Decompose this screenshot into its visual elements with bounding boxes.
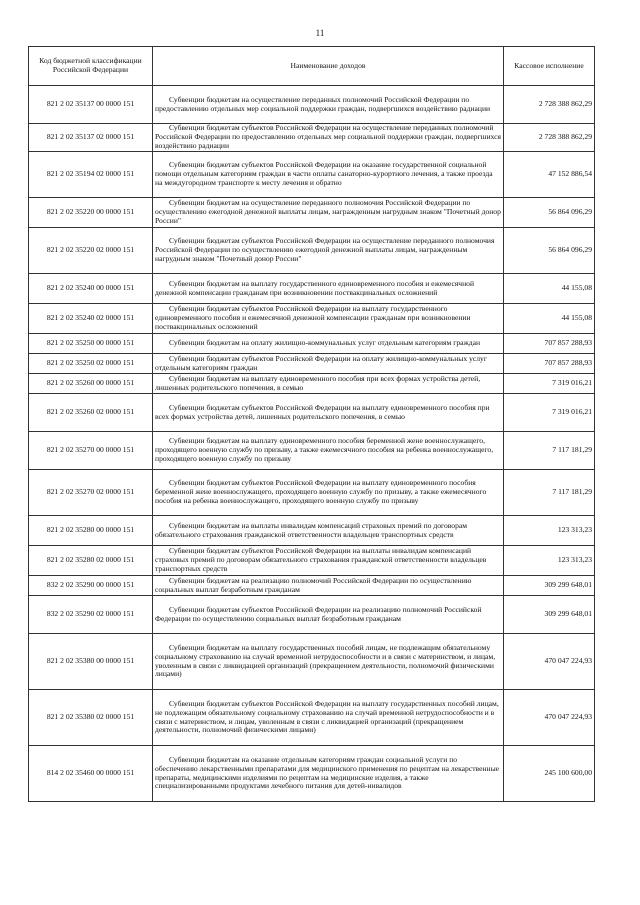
table-row (29, 634, 595, 690)
code-cell: 821 2 02 35280 00 0000 151 (29, 516, 153, 546)
table-row (29, 746, 595, 802)
code-cell: 821 2 02 35270 02 0000 151 (29, 470, 153, 516)
table-row (29, 304, 595, 334)
name-cell: Субвенции бюджетам субъектов Российской Федерации на выплату единовременного пособия беременной жене военнослужащего, проходящего военную службу по призыву, а также ежемесячного пособия на ребенка военнослужащего, проходящего военную службу по призыву (153, 470, 504, 516)
code-cell: 821 2 02 35240 00 0000 151 (29, 274, 153, 304)
amount-cell: 56 864 096,29 (504, 228, 595, 274)
code-cell: 821 2 02 35280 02 0000 151 (29, 546, 153, 576)
code-cell: 821 2 02 35194 02 0000 151 (29, 152, 153, 198)
table-row (29, 124, 595, 152)
name-cell: Субвенции бюджетам на осуществление переданных полномочий Российской Федерации по предоставлению отдельных мер социальной поддержки граждан, подвергшихся воздействию радиации (153, 86, 504, 124)
amount-cell: 44 155,08 (504, 304, 595, 334)
name-cell: Субвенции бюджетам субъектов Российской Федерации на осуществление переданного полномочия Российской Федерации по осуществлению ежегодной денежной выплаты лицам, награжденным нагрудным знаком "Почетный донор России" (153, 228, 504, 274)
code-cell: 821 2 02 35250 02 0000 151 (29, 354, 153, 374)
amount-cell: 56 864 096,29 (504, 198, 595, 228)
table-row (29, 86, 595, 124)
code-cell: 821 2 02 35380 02 0000 151 (29, 690, 153, 746)
name-cell: Субвенции бюджетам субъектов Российской Федерации на выплату государственных пособий лицам, не подлежащим обязательному социальному страхованию на случай временной нетрудоспособности и в связи с материнством, и лицам, уволенным в связи с ликвидацией организаций (прекращением деятельности, полномочий физическими лицами) (153, 690, 504, 746)
table-row (29, 432, 595, 470)
code-cell: 821 2 02 35260 00 0000 151 (29, 374, 153, 394)
table-row (29, 274, 595, 304)
name-cell: Субвенции бюджетам субъектов Российской Федерации на выплату единовременного пособия при всех формах устройства детей, лишенных родительского попечения, в семью (153, 394, 504, 432)
code-cell: 821 2 02 35260 02 0000 151 (29, 394, 153, 432)
code-cell: 821 2 02 35220 02 0000 151 (29, 228, 153, 274)
table-row (29, 596, 595, 634)
page-number: 11 (315, 28, 325, 38)
budget-revenue-table (28, 46, 595, 802)
amount-cell: 2 728 388 862,29 (504, 86, 595, 124)
table-row (29, 516, 595, 546)
name-cell: Субвенции бюджетам на выплату единовременного пособия при всех формах устройства детей, лишенных родительского попечения, в семью (153, 374, 504, 394)
name-cell: Субвенции бюджетам субъектов Российской Федерации на оплату жилищно-коммунальных услуг отдельным категориям граждан (153, 354, 504, 374)
code-cell: 832 2 02 35290 00 0000 151 (29, 576, 153, 596)
header-name: Наименование доходов (153, 47, 504, 86)
table-row (29, 354, 595, 374)
amount-cell: 123 313,23 (504, 516, 595, 546)
table-row (29, 198, 595, 228)
code-cell: 814 2 02 35460 00 0000 151 (29, 746, 153, 802)
name-cell: Субвенции бюджетам на оплату жилищно-коммунальных услуг отдельным категориям граждан (153, 334, 504, 354)
table-row (29, 374, 595, 394)
amount-cell: 707 857 288,93 (504, 334, 595, 354)
amount-cell: 470 047 224,93 (504, 690, 595, 746)
table-row (29, 690, 595, 746)
name-cell: Субвенции бюджетам на выплаты инвалидам компенсаций страховых премий по договорам обязательного страхования гражданской ответственности владельцев транспортных средств (153, 516, 504, 546)
name-cell: Субвенции бюджетам на выплату государственных пособий лицам, не подлежащим обязательному социальному страхованию на случай временной нетрудоспособности и в связи с материнством, и лицам, уволенным в связи с ликвидацией организаций (прекращением деятельности, полномочий физическими лицами) (153, 634, 504, 690)
amount-cell: 245 100 600,00 (504, 746, 595, 802)
amount-cell: 309 299 648,01 (504, 576, 595, 596)
amount-cell: 7 117 181,29 (504, 432, 595, 470)
name-cell: Субвенции бюджетам субъектов Российской Федерации на выплаты инвалидам компенсаций страховых премий по договорам обязательного страхования гражданской ответственности владельцев транспортных средств (153, 546, 504, 576)
amount-cell: 123 313,23 (504, 546, 595, 576)
name-cell: Субвенции бюджетам на реализацию полномочий Российской Федерации по осуществлению социальных выплат безработным гражданам (153, 576, 504, 596)
name-cell: Субвенции бюджетам субъектов Российской Федерации на выплату государственного единовременного пособия и ежемесячной денежной компенсации гражданам при возникновении поствакцинальных осложнений (153, 304, 504, 334)
code-cell: 821 2 02 35250 00 0000 151 (29, 334, 153, 354)
amount-cell: 7 319 016,21 (504, 374, 595, 394)
header-amount: Кассовое исполнение (504, 47, 595, 86)
code-cell: 832 2 02 35290 02 0000 151 (29, 596, 153, 634)
name-cell: Субвенции бюджетам на оказание отдельным категориям граждан социальной услуги по обеспечению лекарственными препаратами для медицинского применения по рецептам на лекарственные препараты, медицинскими изделиями по рецептам на медицинские изделия, а также специализированными продуктами лечебного питания для детей-инвалидов (153, 746, 504, 802)
table-row (29, 334, 595, 354)
code-cell: 821 2 02 35137 02 0000 151 (29, 124, 153, 152)
code-cell: 821 2 02 35137 00 0000 151 (29, 86, 153, 124)
name-cell: Субвенции бюджетам субъектов Российской Федерации на осуществление переданных полномочий Российской Федерации по предоставлению отдельных мер социальной поддержки граждан, подвергшихся воздействию радиации (153, 124, 504, 152)
name-cell: Субвенции бюджетам на выплату единовременного пособия беременной жене военнослужащего, проходящего военную службу по призыву, а также ежемесячного пособия на ребенка военнослужащего, проходящего военную службу по призыву (153, 432, 504, 470)
amount-cell: 7 117 181,29 (504, 470, 595, 516)
amount-cell: 470 047 224,93 (504, 634, 595, 690)
name-cell: Субвенции бюджетам на выплату государственного единовременного пособия и ежемесячной денежной компенсации гражданам при возникновении поствакцинальных осложнений (153, 274, 504, 304)
header-code: Код бюджетной классификации Российской Федерации (29, 47, 153, 86)
amount-cell: 2 728 388 862,29 (504, 124, 595, 152)
amount-cell: 47 152 886,54 (504, 152, 595, 198)
table-row (29, 394, 595, 432)
code-cell: 821 2 02 35240 02 0000 151 (29, 304, 153, 334)
name-cell: Субвенции бюджетам субъектов Российской Федерации на оказание государственной социальной помощи отдельным категориям граждан в части оплаты санаторно-курортного лечения, а также проезда на междугородном транспорте к месту лечения и обратно (153, 152, 504, 198)
table-row (29, 228, 595, 274)
table-header-row (29, 47, 595, 86)
name-cell: Субвенции бюджетам субъектов Российской Федерации на реализацию полномочий Российской Федерации по осуществлению социальных выплат безработным гражданам (153, 596, 504, 634)
table-row (29, 470, 595, 516)
code-cell: 821 2 02 35220 00 0000 151 (29, 198, 153, 228)
code-cell: 821 2 02 35380 00 0000 151 (29, 634, 153, 690)
amount-cell: 7 319 016,21 (504, 394, 595, 432)
table-row (29, 546, 595, 576)
code-cell: 821 2 02 35270 00 0000 151 (29, 432, 153, 470)
amount-cell: 44 155,08 (504, 274, 595, 304)
table-row (29, 152, 595, 198)
amount-cell: 707 857 288,93 (504, 354, 595, 374)
name-cell: Субвенции бюджетам на осуществление переданного полномочия Российской Федерации по осуществлению ежегодной денежной выплаты лицам, награжденным нагрудным знаком "Почетный донор России" (153, 198, 504, 228)
amount-cell: 309 299 648,01 (504, 596, 595, 634)
table-row (29, 576, 595, 596)
